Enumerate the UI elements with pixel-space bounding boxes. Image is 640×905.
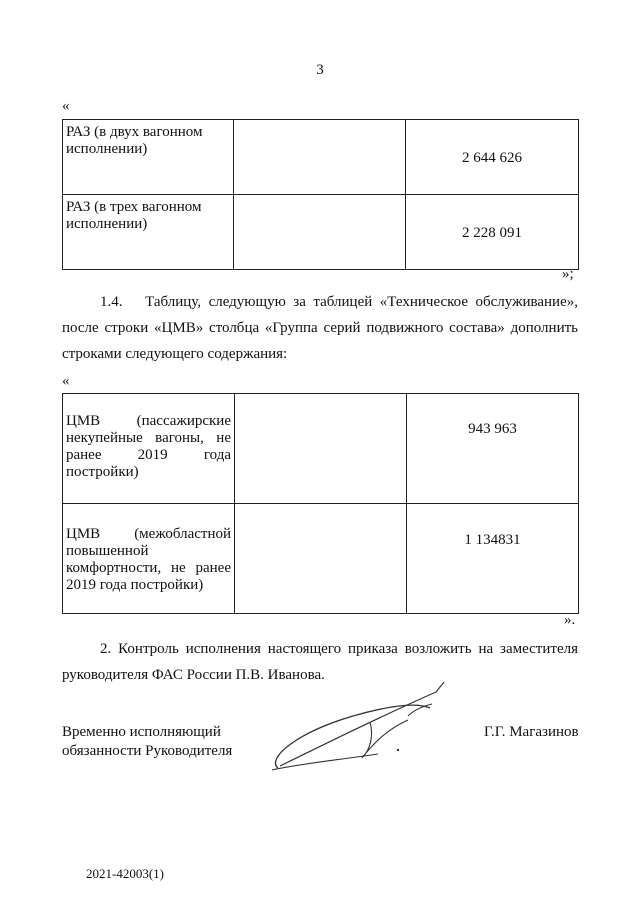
tariff-table-2	[62, 393, 579, 614]
table-row	[63, 120, 579, 195]
row-name-line: постройки)	[66, 464, 139, 480]
item-text: Таблицу, следующую за таблицей «Техническое обслуживание», после строки «ЦМВ» столбца «Группа серий подвижного состава» дополнить строками следующего содержания:	[62, 294, 578, 362]
handwritten-signature-icon	[258, 680, 458, 775]
row-value: 1 134831	[464, 532, 521, 548]
page-number: 3	[316, 62, 324, 78]
document-code: 2021-42003(1)	[86, 866, 164, 881]
row-name-line: некупейные вагоны, не	[66, 430, 231, 446]
table-row	[63, 504, 579, 614]
row-name-line: ЦМВ (пассажирские	[66, 413, 231, 429]
row-name-line: ЦМВ (межобластной	[66, 526, 231, 542]
item-number: 1.4.	[100, 294, 123, 310]
row-name	[63, 394, 234, 481]
table-row	[63, 394, 579, 504]
row-name: РАЗ (в трех вагонном исполнении)	[66, 199, 202, 232]
empty-cell	[235, 394, 407, 504]
empty-cell	[234, 120, 406, 195]
quote-close-1: »;	[562, 266, 574, 282]
empty-cell	[234, 195, 406, 270]
quote-close-2: ».	[564, 612, 576, 628]
row-name-line: повышенной	[66, 543, 149, 559]
signatory-name: Г.Г. Магазинов	[484, 724, 579, 740]
row-value: 2 644 626	[462, 150, 522, 166]
table-row	[63, 195, 579, 270]
position-line: обязанности Руководителя	[62, 743, 233, 759]
row-name-line: 2019 года постройки)	[66, 577, 204, 593]
position-line: Временно исполняющий	[62, 724, 221, 740]
row-value: 943 963	[468, 421, 517, 437]
empty-cell	[235, 504, 407, 614]
quote-open-2: «	[62, 373, 70, 389]
row-value: 2 228 091	[462, 225, 522, 241]
tariff-table-1	[62, 119, 579, 270]
item-text: 2. Контроль исполнения настоящего приказа возложить на заместителя руководителя ФАС России П.В. Иванова.	[62, 641, 578, 683]
row-name-line: комфортности, не ранее	[66, 560, 231, 576]
row-name-line: ранее 2019 года	[66, 447, 231, 463]
paragraph-1-4	[62, 289, 578, 367]
quote-open-1: «	[62, 98, 70, 114]
row-name: РАЗ (в двух вагонном исполнении)	[66, 124, 203, 157]
signature-position	[62, 723, 232, 761]
row-name	[63, 504, 234, 594]
